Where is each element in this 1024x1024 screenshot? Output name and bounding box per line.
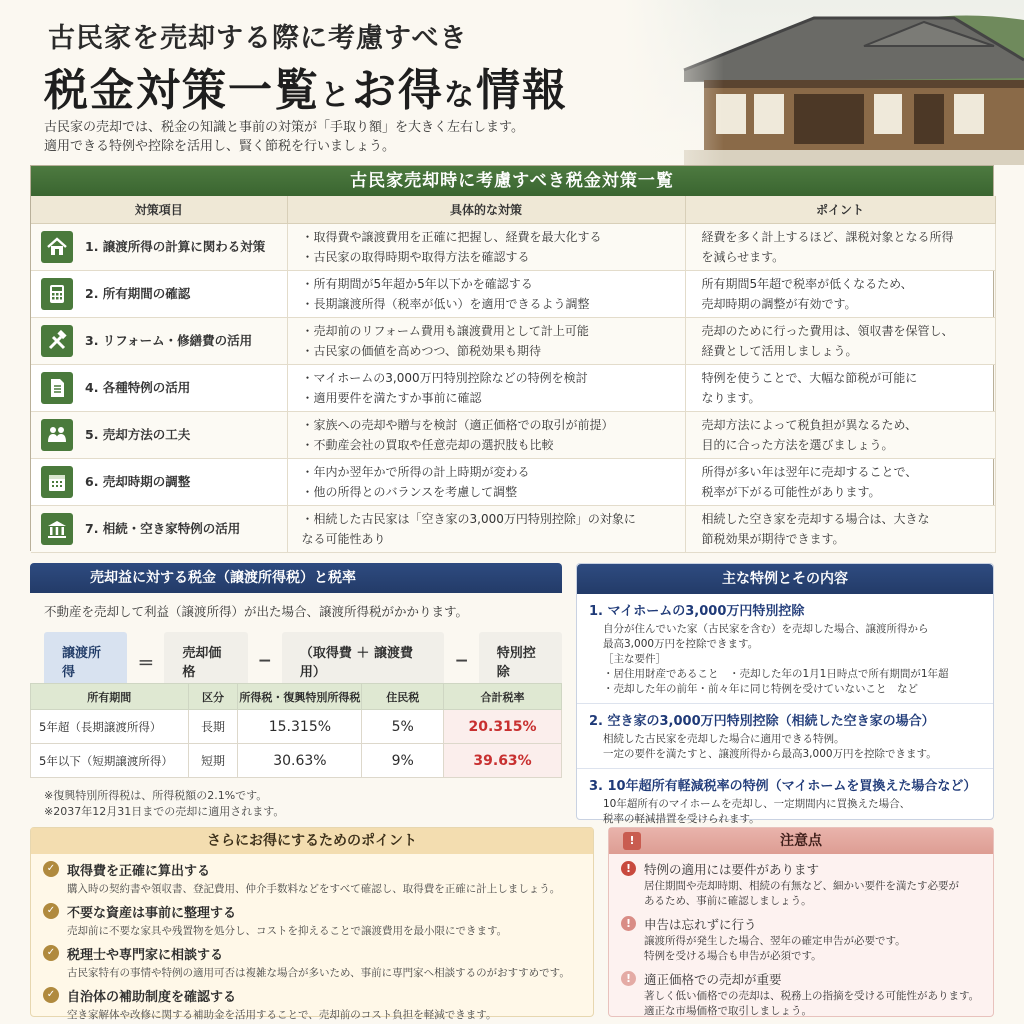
table-row — [31, 744, 562, 778]
point-line: 売却のために行った費用は、領収書を保管し、 — [701, 323, 954, 338]
detail-line: ・古民家の価値を高めつつ、節税効果も期待 — [301, 343, 542, 358]
table-row — [31, 317, 995, 364]
detail-line: ・不動産会社の買取や任意売却の選択肢も比較 — [301, 437, 554, 452]
table-row — [31, 364, 995, 411]
cell-total-rate: 39.63% — [444, 744, 562, 778]
warning-heading: 特例の適用には要件があります — [644, 862, 820, 877]
item-label: 4. 各種特例の活用 — [85, 379, 191, 395]
col-item: 対策項目 — [31, 196, 287, 223]
tips-title: さらにお得にするためのポイント — [31, 828, 593, 854]
item-label: 7. 相続・空き家特例の活用 — [85, 520, 241, 536]
table-row — [31, 411, 995, 458]
special-line: 10年超所有のマイホームを売却し、一定期間内に買換えた場合、 — [603, 798, 911, 810]
exclamation-icon: ! — [621, 971, 636, 986]
cell-income-tax: 30.63% — [238, 744, 362, 778]
specials-title: 主な特例とその内容 — [577, 564, 993, 594]
warning-heading: 適正価格での売却が重要 — [644, 972, 782, 987]
warning-text — [644, 934, 906, 964]
detail-line: ・適用要件を満たすか事前に確認 — [301, 390, 482, 405]
check-icon: ✓ — [43, 861, 59, 877]
special-text — [589, 622, 983, 697]
cell-income-tax: 15.315% — [238, 710, 362, 744]
point-line: を減らせます。 — [701, 249, 785, 264]
point-line: 税率が下がる可能性があります。 — [701, 484, 881, 499]
point-line: 経費を多く計上するほど、課税対象となる所得 — [701, 229, 954, 244]
special-line: 自分が住んでいた家（古民家を含む）を売却した場合、譲渡所得から — [603, 623, 929, 635]
measures-table — [31, 196, 996, 553]
detail-line: ・取得費や譲渡費用を正確に把握し、経費を最大化する — [301, 229, 602, 244]
tip-heading: 取得費を正確に算出する — [67, 864, 211, 879]
intro-line1: 古民家の売却では、税金の知識と事前の対策が「手取り額」を大きく左右します。 — [44, 120, 524, 135]
special-item — [577, 594, 993, 704]
detail-line: ・古民家の取得時期や取得方法を確認する — [301, 249, 530, 264]
title-info: 情報 — [476, 65, 568, 116]
title-particle-to: と — [320, 78, 352, 113]
item-label: 6. 売却時期の調整 — [85, 473, 191, 489]
rate-header-row — [31, 684, 562, 710]
title-particle-na: な — [444, 78, 476, 113]
tip-heading: 不要な資産は事前に整理する — [67, 906, 237, 921]
formula-equals: ＝ — [137, 653, 155, 674]
detail-line: ・他の所得とのバランスを考慮して調整 — [301, 484, 518, 499]
special-text — [589, 797, 983, 827]
point-line: 相続した空き家を売却する場合は、大きな — [701, 511, 930, 526]
formula-cost: （取得費 ＋ 譲渡費用） — [282, 632, 445, 690]
warnings-title-bar — [609, 828, 993, 854]
check-icon: ✓ — [43, 903, 59, 919]
measures-title: 古民家売却時に考慮すべき税金対策一覧 — [31, 166, 993, 196]
cell-kind: 短期 — [188, 744, 238, 778]
kominka-house-illustration — [624, 0, 1024, 165]
bank-icon — [41, 513, 73, 545]
item-label: 5. 売却方法の工夫 — [85, 426, 191, 442]
warning-line: あるため、事前に確認しましょう。 — [644, 895, 812, 907]
check-icon: ✓ — [43, 945, 59, 961]
tax-section — [30, 563, 562, 823]
point-line: 所有期間5年超で税率が低くなるため、 — [701, 276, 913, 291]
check-icon: ✓ — [43, 987, 59, 1003]
special-line: ・居住用財産であること ・売却した年の1月1日時点で所有期間が1年超 — [603, 668, 949, 680]
tip-text: 古民家特有の事情や特例の適用可否は複雑な場合が多いため、事前に専門家へ相談するのがおすすめです。 — [67, 967, 570, 979]
item-label: 2. 所有期間の確認 — [85, 285, 191, 301]
th-kind: 区分 — [188, 684, 238, 710]
point-line: 売却時期の調整が有効です。 — [701, 296, 857, 311]
special-heading: 1. マイホームの3,000万円特別控除 — [589, 604, 805, 619]
tip-item — [31, 938, 593, 980]
formula-price: 売却価格 — [164, 632, 247, 690]
special-heading: 3. 10年超所有軽減税率の特例（マイホームを買換えた場合など） — [589, 779, 977, 794]
point-line: なります。 — [701, 390, 761, 405]
warning-item — [609, 909, 993, 964]
th-resident-tax: 住民税 — [362, 684, 444, 710]
tip-heading: 自治体の補助制度を確認する — [67, 990, 237, 1005]
warning-heading: 申告は忘れずに行う — [644, 917, 757, 932]
tip-item — [31, 854, 593, 896]
special-heading: 2. 空き家の3,000万円特別控除（相続した空き家の場合） — [589, 714, 935, 729]
tax-description: 不動産を売却して利益（譲渡所得）が出た場合、譲渡所得税がかかります。 — [44, 604, 469, 619]
tools-icon — [41, 325, 73, 357]
specials-card — [576, 563, 994, 825]
tax-formula — [44, 632, 562, 690]
title-main: 税金対策一覧 — [44, 65, 320, 116]
warning-item — [609, 854, 993, 909]
th-period: 所有期間 — [31, 684, 189, 710]
table-row — [31, 458, 995, 505]
document-icon — [41, 372, 73, 404]
th-income-tax: 所得税・復興特別所得税 — [238, 684, 362, 710]
calendar-icon — [41, 466, 73, 498]
warning-text — [644, 989, 979, 1019]
point-line: 目的に合った方法を選びましょう。 — [701, 437, 894, 452]
tip-text: 空き家解体や改修に関する補助金を活用することで、売却前のコスト負担を軽減できます。 — [67, 1009, 497, 1021]
special-item — [577, 769, 993, 833]
formula-minus-2: − — [454, 651, 469, 671]
title-line1: 古民家を売却する際に考慮すべき — [48, 23, 468, 54]
measures-header-row — [31, 196, 995, 223]
special-line: 最高3,000万円を控除できます。 — [603, 638, 759, 650]
title-line2 — [44, 54, 568, 118]
cell-period: 5年超（長期譲渡所得） — [31, 710, 189, 744]
cell-period: 5年以下（短期譲渡所得） — [31, 744, 189, 778]
special-line: 一定の要件を満たすと、譲渡所得から最高3,000万円を控除できます。 — [603, 748, 937, 760]
tip-text: 売却前に不要な家具や残置物を処分し、コストを抑えることで譲渡費用を最小限にできます。 — [67, 925, 508, 937]
detail-line: ・長期譲渡所得（税率が低い）を適用できるよう調整 — [301, 296, 590, 311]
tip-text: 購入時の契約書や領収書、登記費用、仲介手数料などをすべて確認し、取得費を正確に計上しましょう。 — [67, 883, 561, 895]
cell-total-rate: 20.315% — [444, 710, 562, 744]
detail-line: ・年内か翌年かで所得の計上時期が変わる — [301, 464, 530, 479]
special-line: 相続した古民家を売却した場合に適用できる特例。 — [603, 733, 845, 745]
note-line: ※復興特別所得税は、所得税額の2.1%です。 — [44, 789, 268, 802]
warning-badge-icon: ! — [623, 832, 641, 850]
tax-title: 売却益に対する税金（譲渡所得税）と税率 — [30, 563, 562, 593]
warning-item — [609, 964, 993, 1019]
table-row — [31, 223, 995, 270]
detail-line: ・所有期間が5年超か5年以下かを確認する — [301, 276, 533, 291]
warning-line: 居住期間や売却時期、相続の有無など、細かい要件を満たす必要が — [644, 880, 959, 892]
header — [0, 0, 1024, 165]
special-line: ［主な要件］ — [603, 653, 666, 665]
cell-resident-tax: 5% — [362, 710, 444, 744]
house-icon — [41, 231, 73, 263]
point-line: 特例を使うことで、大幅な節税が可能に — [701, 370, 918, 385]
cell-resident-tax: 9% — [362, 744, 444, 778]
intro-text — [44, 118, 524, 156]
title-otoku: お得 — [352, 65, 444, 116]
people-icon — [41, 419, 73, 451]
intro-line2: 適用できる特例や控除を活用し、賢く節税を行いましょう。 — [44, 139, 396, 154]
tip-item — [31, 980, 593, 1022]
exclamation-icon: ! — [621, 916, 636, 931]
point-line: 売却方法によって税負担が異なるため、 — [701, 417, 918, 432]
special-line: 税率の軽減措置を受けられます。 — [603, 813, 760, 825]
warning-line: 適正な市場価格で取引しましょう。 — [644, 1005, 812, 1017]
detail-line: ・マイホームの3,000万円特別控除などの特例を検討 — [301, 370, 588, 385]
detail-line: ・売却前のリフォーム費用も譲渡費用として計上可能 — [301, 323, 589, 338]
measures-card — [30, 165, 994, 551]
formula-minus: − — [257, 651, 272, 671]
note-line: ※2037年12月31日までの売却に適用されます。 — [44, 805, 285, 818]
point-line: 経費として活用しましょう。 — [701, 343, 858, 358]
detail-line: ・家族への売却や贈与を検討（適正価格での取引が前提） — [301, 417, 614, 432]
col-point: ポイント — [685, 196, 995, 223]
exclamation-icon: ! — [621, 861, 636, 876]
tax-rate-table — [30, 683, 562, 778]
item-label: 3. リフォーム・修繕費の活用 — [85, 332, 253, 348]
warning-line: 譲渡所得が発生した場合、翌年の確定申告が必要です。 — [644, 935, 906, 947]
th-total-rate: 合計税率 — [444, 684, 562, 710]
special-text — [589, 732, 983, 762]
warnings-title: 注意点 — [780, 833, 822, 849]
point-line: 所得が多い年は翌年に売却することで、 — [701, 464, 918, 479]
item-label: 1. 譲渡所得の計算に関わる対策 — [85, 238, 266, 254]
cell-kind: 長期 — [188, 710, 238, 744]
tax-notes — [44, 788, 284, 820]
table-row — [31, 710, 562, 744]
detail-line: ・相続した古民家は「空き家の3,000万円特別控除」の対象に — [301, 511, 636, 526]
special-item — [577, 704, 993, 769]
calculator-icon — [41, 278, 73, 310]
tips-card — [30, 827, 594, 1021]
tip-heading: 税理士や専門家に相談する — [67, 948, 224, 963]
warning-line: 特例を受ける場合も申告が必須です。 — [644, 950, 822, 962]
warning-text — [644, 879, 959, 909]
tip-item — [31, 896, 593, 938]
point-line: 節税効果が期待できます。 — [701, 531, 845, 546]
table-row — [31, 505, 995, 552]
warning-line: 著しく低い価格での売却は、税務上の指摘を受ける可能性があります。 — [644, 990, 980, 1002]
formula-deduction: 特別控除 — [479, 632, 562, 690]
formula-income: 譲渡所得 — [44, 632, 127, 690]
col-detail: 具体的な対策 — [287, 196, 685, 223]
detail-line: なる可能性あり — [301, 531, 386, 546]
special-line: ・売却した年の前年・前々年に同じ特例を受けていないこと など — [603, 683, 918, 695]
table-row — [31, 270, 995, 317]
warnings-card — [608, 827, 994, 1017]
